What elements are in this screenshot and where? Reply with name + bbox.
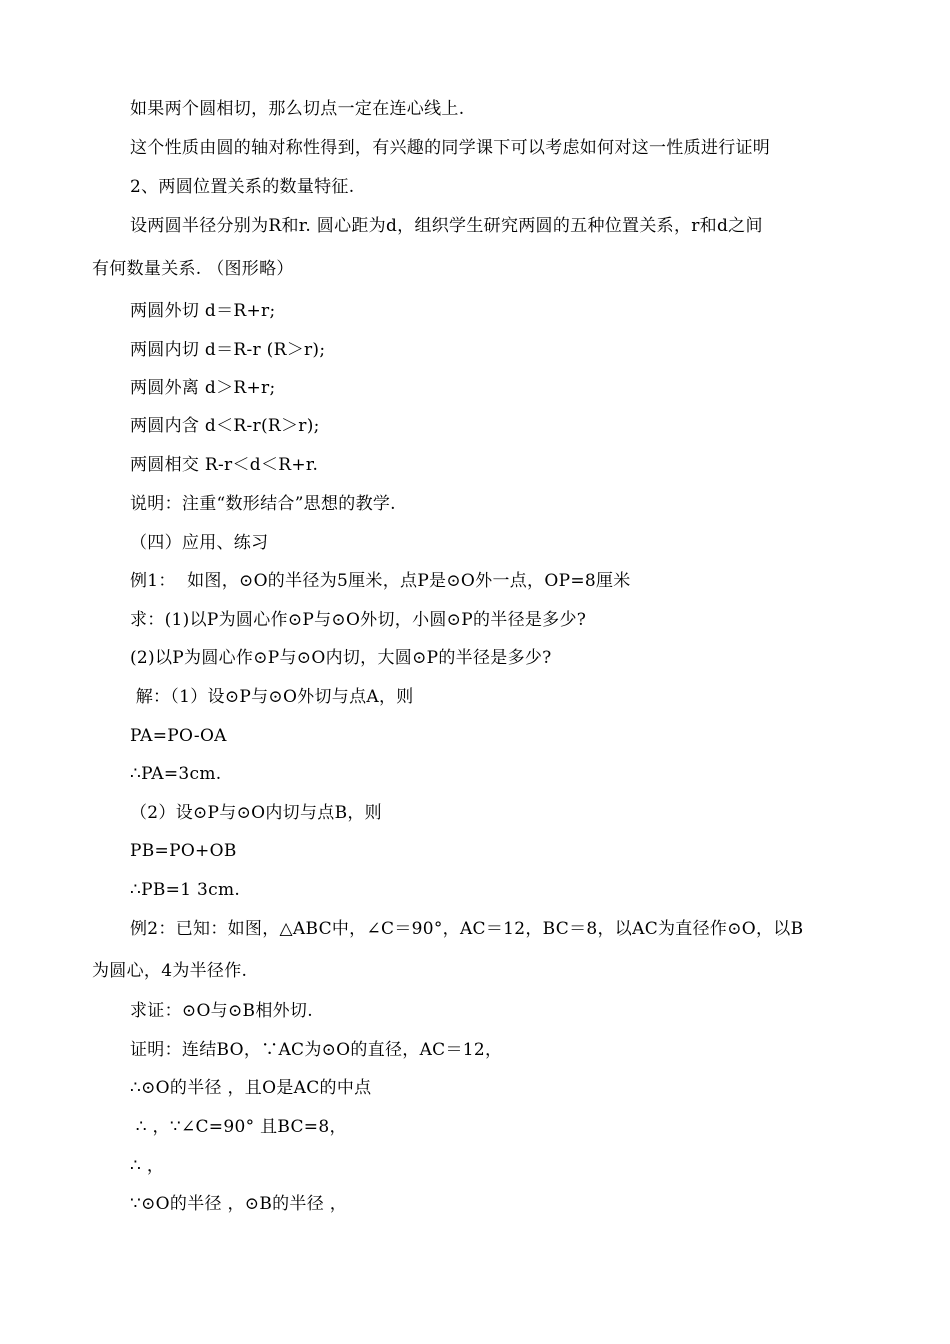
- text-line: ∴ ，∵∠C=90° 且BC=8，: [130, 1117, 347, 1137]
- text-line: ∴PA=3cm.: [130, 764, 222, 784]
- text-line: （2）设⊙P与⊙O内切与点B，则: [130, 803, 382, 823]
- text-line: 两圆内含 d＜R-r(R＞r);: [130, 416, 320, 436]
- text-line: 如果两个圆相切，那么切点一定在连心线上.: [130, 99, 465, 119]
- text-line: 证明：连结BO，∵AC为⊙O的直径，AC＝12，: [130, 1040, 503, 1060]
- text-line: ∴⊙O的半径 ，且O是AC的中点: [130, 1078, 372, 1098]
- text-line: (2)以P为圆心作⊙P与⊙O内切，大圆⊙P的半径是多少?: [130, 648, 552, 668]
- text-line: 这个性质由圆的轴对称性得到，有兴趣的同学课下可以考虑如何对这一性质进行证明: [130, 138, 771, 158]
- text-line: 例2：已知：如图，△ABC中，∠C＝90°，AC＝12，BC＝8，以AC为直径作⊙O，以B: [130, 919, 804, 939]
- text-line: PA=PO-OA: [130, 726, 227, 746]
- text-line: 两圆外切 d＝R+r;: [130, 301, 276, 321]
- text-line: 有何数量关系. （图形略）: [92, 259, 294, 279]
- text-line: 2、两圆位置关系的数量特征.: [130, 177, 355, 197]
- text-line: 两圆外离 d＞R+r;: [130, 378, 276, 398]
- text-line: 两圆内切 d＝R-r (R＞r);: [130, 340, 326, 360]
- text-line: ∵⊙O的半径 ，⊙B的半径 ，: [130, 1194, 348, 1214]
- text-line: （四）应用、练习: [130, 533, 269, 553]
- text-line: 例1： 如图，⊙O的半径为5厘米，点P是⊙O外一点，OP=8厘米: [130, 571, 631, 591]
- text-line: 求证：⊙O与⊙B相外切.: [130, 1001, 313, 1021]
- text-line: PB=PO+OB: [130, 841, 237, 861]
- text-line: 设两圆半径分别为R和r. 圆心距为d，组织学生研究两圆的五种位置关系，r和d之间: [130, 216, 763, 236]
- text-line: 求：(1)以P为圆心作⊙P与⊙O外切，小圆⊙P的半径是多少?: [130, 610, 587, 630]
- text-line: 解：（1）设⊙P与⊙O外切与点A，则: [130, 687, 414, 707]
- text-line: 为圆心，4为半径作.: [92, 961, 248, 981]
- text-line: ∴PB=1 3cm.: [130, 880, 241, 900]
- text-line: ∴ ，: [130, 1156, 165, 1176]
- text-line: 说明：注重“数形结合”思想的教学.: [130, 494, 396, 514]
- text-line: 两圆相交 R-r＜d＜R+r.: [130, 455, 319, 475]
